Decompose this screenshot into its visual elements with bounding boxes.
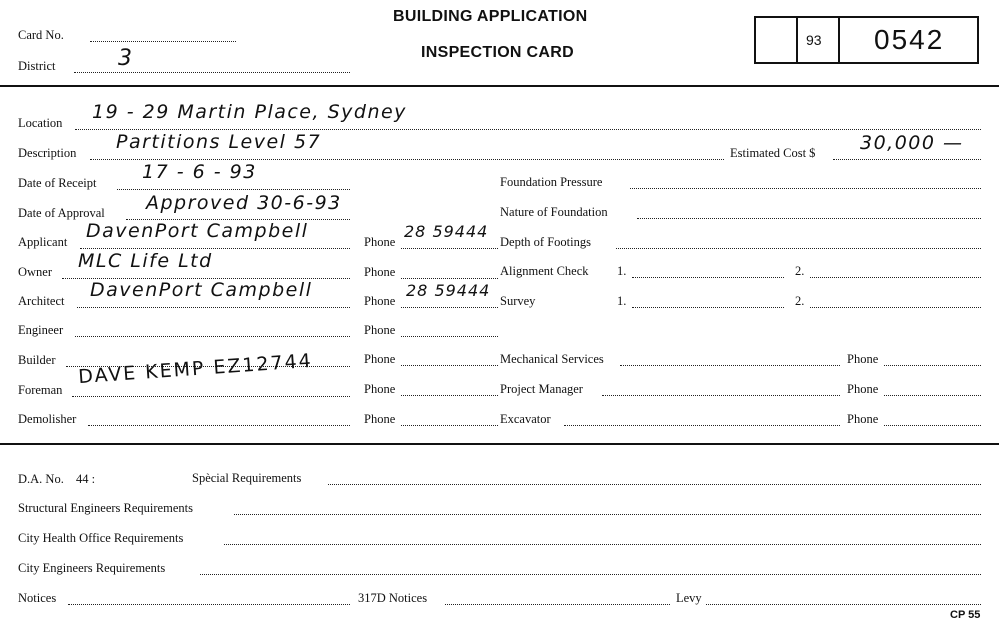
architect-phone-value: 28 59444 xyxy=(406,281,491,300)
district-label: District xyxy=(18,59,56,73)
card-number-value: 0542 xyxy=(874,24,945,55)
alignment-check-line2 xyxy=(810,277,981,278)
mechanical-services-label: Mechanical Services xyxy=(500,352,604,366)
location-value: 19 - 29 Martin Place, Sydney xyxy=(92,101,407,123)
foreman-label: Foreman xyxy=(18,383,63,397)
section-divider xyxy=(0,443,999,445)
card-no-label: Card No. xyxy=(18,28,64,42)
form-title-line1: BUILDING APPLICATION xyxy=(393,8,588,25)
city-engineers-label: City Engineers Requirements xyxy=(18,561,166,575)
levy-label: Levy xyxy=(676,591,702,605)
project-manager-phone-line xyxy=(884,395,981,396)
date-of-receipt-label: Date of Receipt xyxy=(18,176,97,190)
survey-num2: 2. xyxy=(795,294,805,308)
notices-line xyxy=(68,604,350,605)
mechanical-services-phone-line xyxy=(884,365,981,366)
demolisher-label: Demolisher xyxy=(18,412,77,426)
date-of-receipt-value: 17 - 6 - 93 xyxy=(142,161,257,183)
notices-label: Notices xyxy=(18,591,57,605)
survey-line1 xyxy=(632,307,784,308)
card-number-prefix: 93 xyxy=(806,32,822,48)
owner-value: MLC Life Ltd xyxy=(78,250,213,272)
project-manager-phone-label: Phone xyxy=(847,382,879,396)
applicant-phone-value: 28 59444 xyxy=(404,222,489,241)
da-no-label: D.A. No. xyxy=(18,472,64,486)
builder-phone-line xyxy=(401,365,498,366)
owner-phone-label: Phone xyxy=(364,265,396,279)
structural-engineers-label: Structural Engineers Requirements xyxy=(18,501,193,515)
engineer-line xyxy=(75,336,350,337)
city-health-label: City Health Office Requirements xyxy=(18,531,184,545)
foreman-phone-label: Phone xyxy=(364,382,396,396)
depth-of-footings-line xyxy=(616,248,981,249)
foreman-line xyxy=(72,396,350,397)
engineer-phone-label: Phone xyxy=(364,323,396,337)
form-title-line2: INSPECTION CARD xyxy=(421,44,574,61)
excavator-label: Excavator xyxy=(500,412,551,426)
nature-of-foundation-label: Nature of Foundation xyxy=(500,205,608,219)
applicant-phone-label: Phone xyxy=(364,235,396,249)
special-requirements-label: Spècial Requirements xyxy=(192,471,302,485)
builder-label: Builder xyxy=(18,353,56,367)
date-of-approval-label: Date of Approval xyxy=(18,206,105,220)
owner-phone-line xyxy=(401,278,498,279)
architect-label: Architect xyxy=(18,294,65,308)
estimated-cost-label: Estimated Cost $ xyxy=(730,146,816,160)
header-divider xyxy=(0,85,999,87)
notices-317d-label: 317D Notices xyxy=(358,591,428,605)
description-label: Description xyxy=(18,146,77,160)
description-value: Partitions Level 57 xyxy=(116,131,322,153)
engineer-label: Engineer xyxy=(18,323,64,337)
survey-num1: 1. xyxy=(617,294,627,308)
alignment-check-num1: 1. xyxy=(617,264,627,278)
alignment-check-line1 xyxy=(632,277,784,278)
project-manager-line xyxy=(602,395,840,396)
survey-line2 xyxy=(810,307,981,308)
da-no-value: 44 : xyxy=(76,472,96,486)
mechanical-services-line xyxy=(620,365,840,366)
excavator-phone-label: Phone xyxy=(847,412,879,426)
nature-of-foundation-line xyxy=(637,218,981,219)
structural-engineers-line xyxy=(234,514,981,515)
alignment-check-num2: 2. xyxy=(795,264,805,278)
levy-line xyxy=(706,604,981,605)
card-no-line xyxy=(90,41,236,42)
location-label: Location xyxy=(18,116,63,130)
excavator-line xyxy=(564,425,840,426)
district-line xyxy=(74,72,350,73)
form-code: CP 55 xyxy=(950,609,981,621)
district-value: 3 xyxy=(118,46,134,71)
project-manager-label: Project Manager xyxy=(500,382,583,396)
architect-phone-line xyxy=(401,307,498,308)
owner-label: Owner xyxy=(18,265,53,279)
demolisher-phone-label: Phone xyxy=(364,412,396,426)
architect-phone-label: Phone xyxy=(364,294,396,308)
estimated-cost-value: 30,000 — xyxy=(860,132,964,154)
architect-line xyxy=(77,307,350,308)
card-number-box xyxy=(754,16,979,64)
date-of-approval-value: Approved 30-6-93 xyxy=(146,192,342,214)
depth-of-footings-label: Depth of Footings xyxy=(500,235,591,249)
notices-317d-line xyxy=(445,604,670,605)
date-of-receipt-line xyxy=(117,189,350,190)
foreman-phone-line xyxy=(401,395,498,396)
location-line xyxy=(75,129,981,130)
foreman-value: DAVE KEMP EZ12744 xyxy=(77,349,314,389)
applicant-value: DavenPort Campbell xyxy=(86,220,309,242)
demolisher-line xyxy=(88,425,350,426)
foundation-pressure-label: Foundation Pressure xyxy=(500,175,603,189)
mechanical-services-phone-label: Phone xyxy=(847,352,879,366)
applicant-line xyxy=(80,248,350,249)
estimated-cost-line xyxy=(833,159,981,160)
alignment-check-label: Alignment Check xyxy=(500,264,589,278)
city-health-line xyxy=(224,544,981,545)
survey-label: Survey xyxy=(500,294,536,308)
description-line xyxy=(90,159,724,160)
city-engineers-line xyxy=(200,574,981,575)
demolisher-phone-line xyxy=(401,425,498,426)
special-requirements-line xyxy=(328,484,981,485)
architect-value: DavenPort Campbell xyxy=(90,279,313,301)
applicant-label: Applicant xyxy=(18,235,68,249)
foundation-pressure-line xyxy=(630,188,981,189)
applicant-phone-line xyxy=(401,248,498,249)
engineer-phone-line xyxy=(401,336,498,337)
builder-phone-label: Phone xyxy=(364,352,396,366)
excavator-phone-line xyxy=(884,425,981,426)
